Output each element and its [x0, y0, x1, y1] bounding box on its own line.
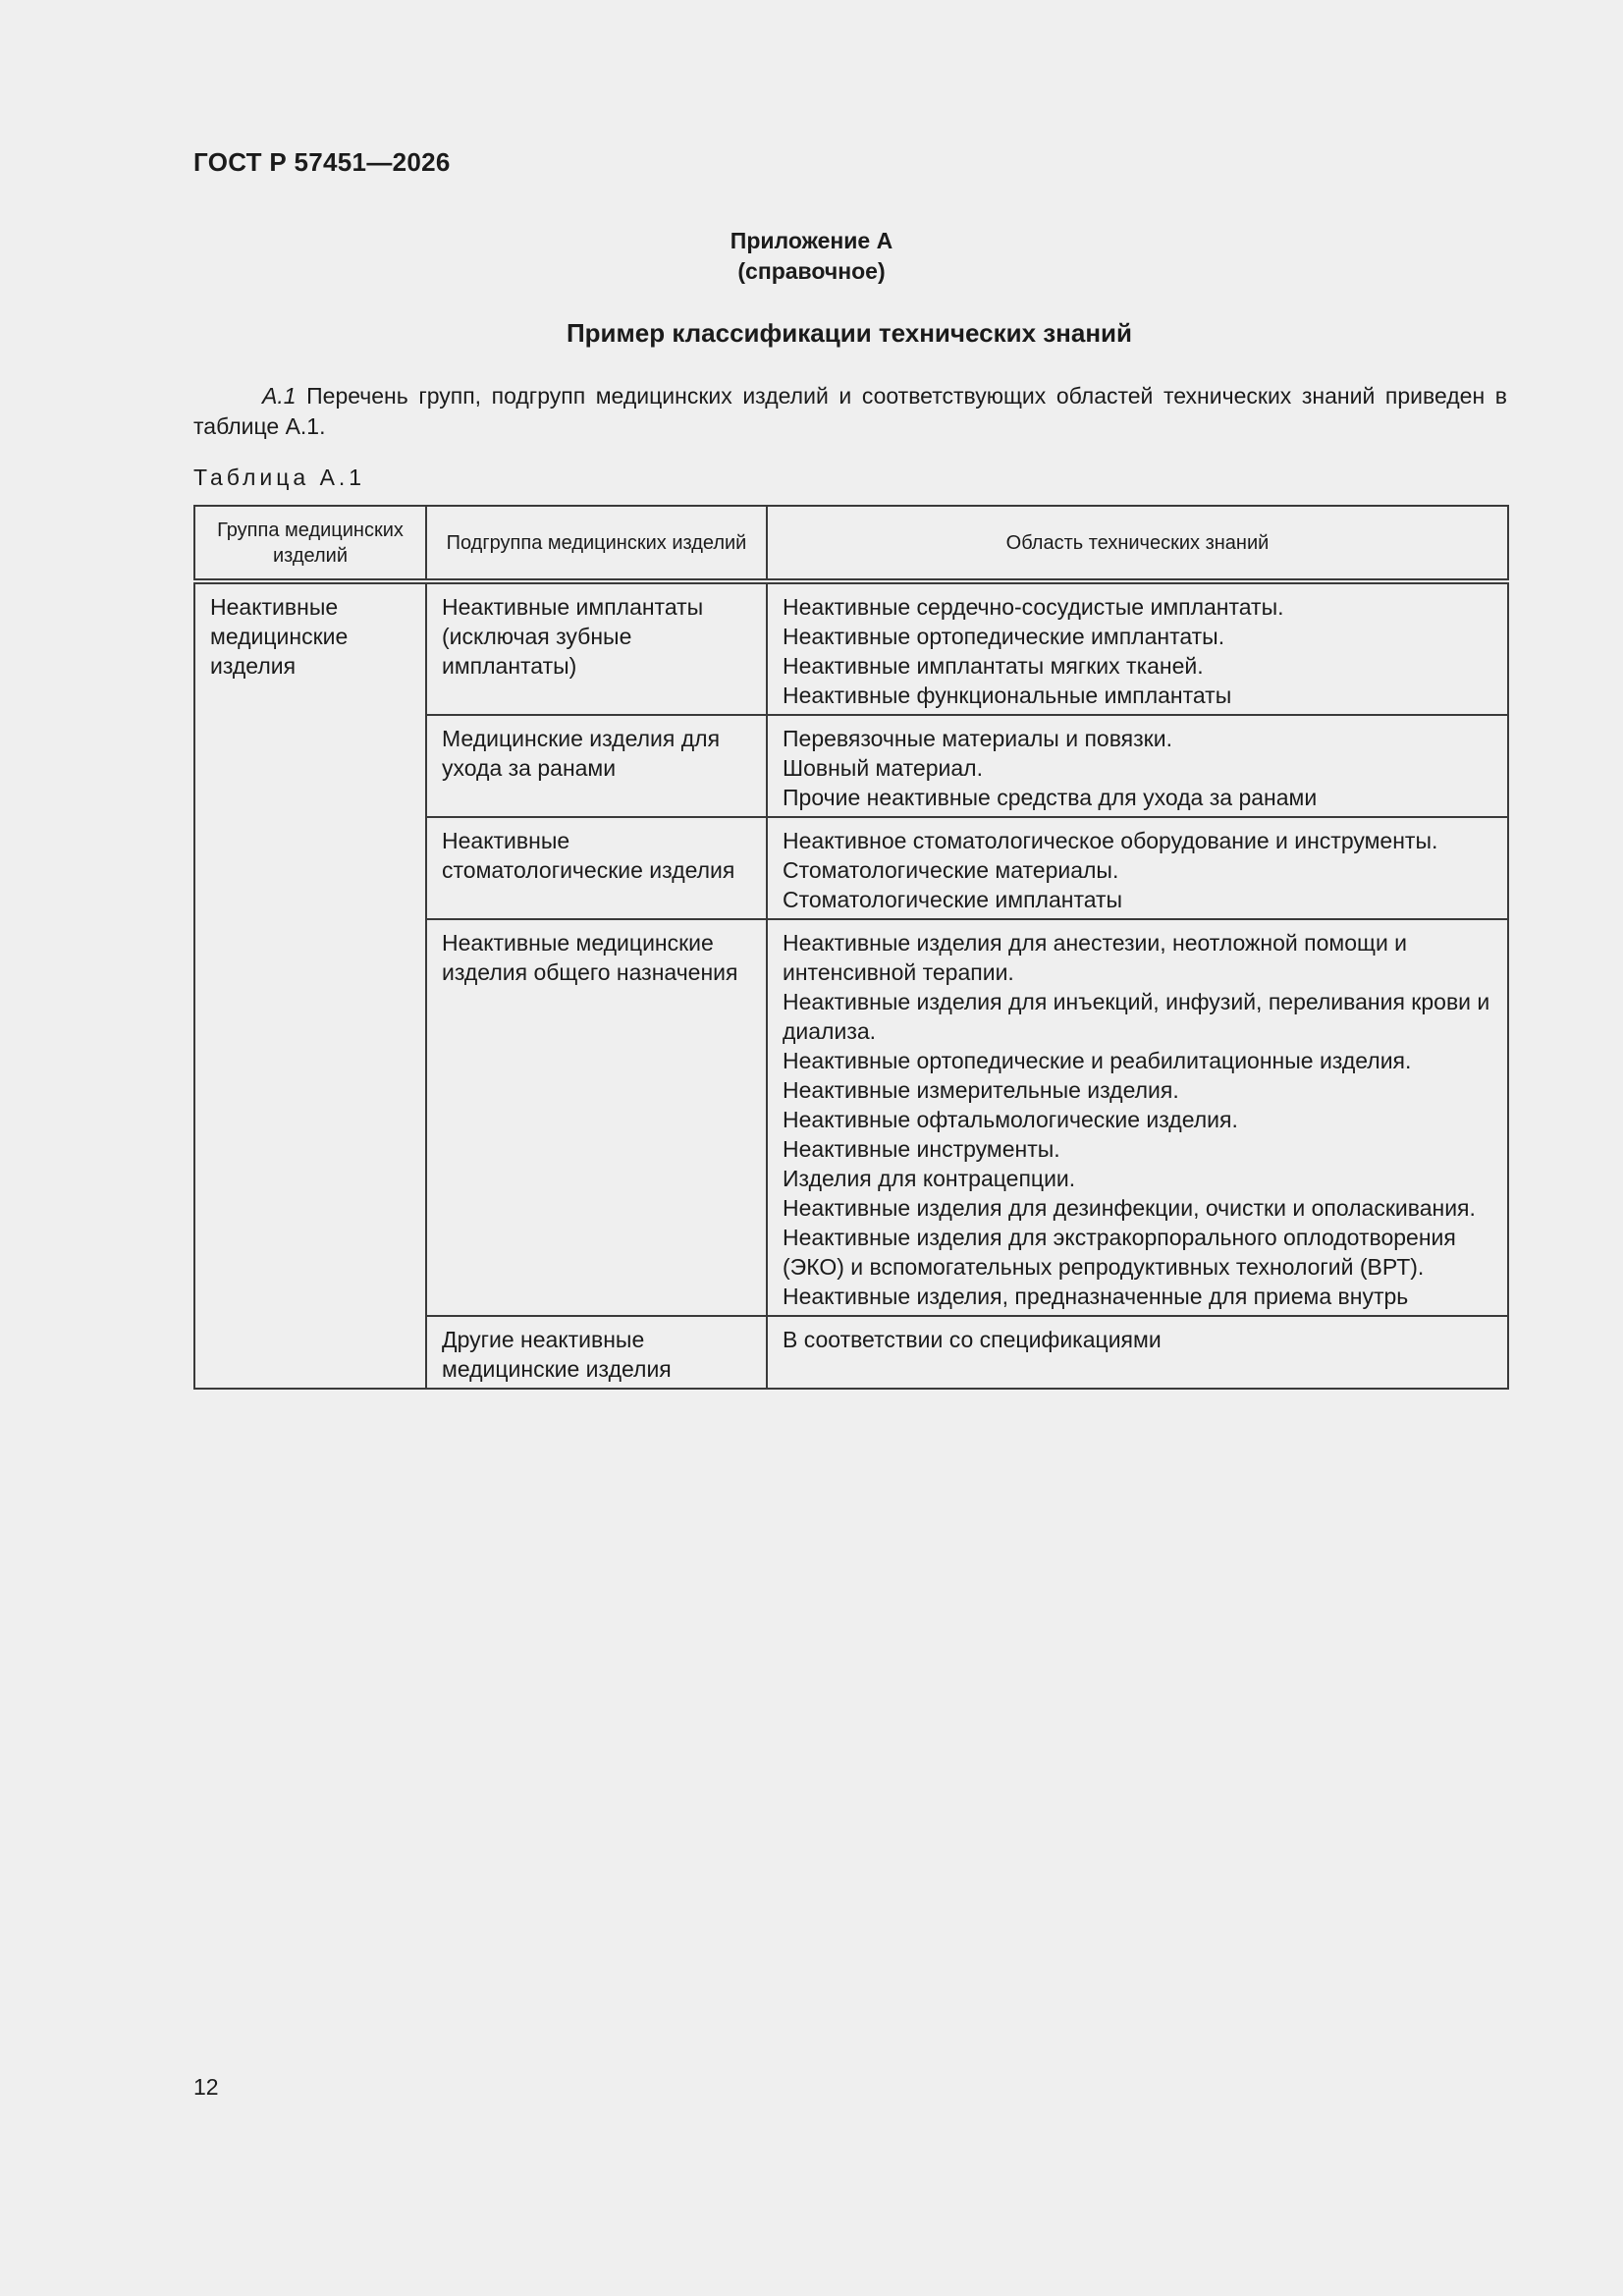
subgroup-cell: Неактивные медицинские изделия общего назначения — [426, 919, 767, 1316]
area-item: Неактивные имплантаты мягких тканей. — [783, 653, 1204, 679]
area-item: Неактивные изделия для дезинфекции, очистки и ополаскивания. — [783, 1195, 1476, 1221]
area-item: Неактивные изделия, предназначенные для приема внутрь — [783, 1284, 1409, 1309]
classification-table — [193, 505, 1509, 1390]
annex-title: Приложение А — [730, 228, 893, 253]
subgroup-cell: Неактивные имплантаты (исключая зубные имплантаты) — [426, 581, 767, 715]
area-item: Прочие неактивные средства для ухода за ранами — [783, 785, 1318, 810]
table-row — [194, 581, 1508, 715]
area-item: Неактивные инструменты. — [783, 1136, 1060, 1162]
area-cell — [767, 581, 1508, 715]
subgroup-cell: Другие неактивные медицинские изделия — [426, 1316, 767, 1389]
area-item: Неактивные измерительные изделия. — [783, 1077, 1179, 1103]
area-cell — [767, 919, 1508, 1316]
area-item: Изделия для контрацепции. — [783, 1166, 1076, 1191]
subgroup-cell: Неактивные стоматологические изделия — [426, 817, 767, 919]
annex-header — [0, 226, 1623, 287]
area-item: Неактивные офтальмологические изделия. — [783, 1107, 1238, 1132]
subgroup-cell: Медицинские изделия для ухода за ранами — [426, 715, 767, 817]
area-cell — [767, 1316, 1508, 1389]
area-item: Перевязочные материалы и повязки. — [783, 726, 1172, 751]
area-item: В соответствии со спецификациями — [783, 1327, 1162, 1352]
area-cell — [767, 817, 1508, 919]
area-item: Неактивные изделия для анестезии, неотложной помощи и интенсивной терапии. — [783, 930, 1408, 985]
header-group: Группа медицинских изделий — [194, 506, 426, 581]
area-item: Неактивные функциональные имплантаты — [783, 683, 1232, 708]
table-header-row — [194, 506, 1508, 581]
intro-paragraph — [193, 381, 1507, 442]
area-item: Неактивные ортопедические имплантаты. — [783, 624, 1225, 649]
area-cell — [767, 715, 1508, 817]
area-item: Стоматологические имплантаты — [783, 887, 1123, 912]
table-body — [194, 581, 1508, 1389]
table-caption: Таблица А.1 — [193, 465, 366, 490]
group-cell: Неактивные медицинские изделия — [194, 581, 426, 1389]
area-item: Неактивные сердечно-сосудистые имплантаты. — [783, 594, 1284, 620]
page-number: 12 — [193, 2074, 219, 2100]
header-subgroup: Подгруппа медицинских изделий — [426, 506, 767, 581]
area-item: Неактивное стоматологическое оборудование и инструменты. — [783, 828, 1438, 853]
header-area: Область технических знаний — [767, 506, 1508, 581]
annex-heading: Пример классификации технических знаний — [566, 318, 1133, 348]
area-item: Стоматологические материалы. — [783, 857, 1119, 883]
area-item: Неактивные изделия для инъекций, инфузий, переливания крови и диализа. — [783, 989, 1490, 1044]
document-id: ГОСТ Р 57451—2026 — [193, 147, 451, 177]
annex-subtitle: (справочное) — [737, 258, 886, 284]
clause-text: Перечень групп, подгрупп медицинских изделий и соответствующих областей технических знаний приведен в таблице А.1. — [193, 383, 1507, 439]
area-item: Шовный материал. — [783, 755, 983, 781]
area-item: Неактивные ортопедические и реабилитационные изделия. — [783, 1048, 1412, 1073]
area-item: Неактивные изделия для экстракорпорального оплодотворения (ЭКО) и вспомогательных репродуктивных технологий (ВРТ). — [783, 1225, 1456, 1280]
clause-number: А.1 — [262, 383, 297, 409]
